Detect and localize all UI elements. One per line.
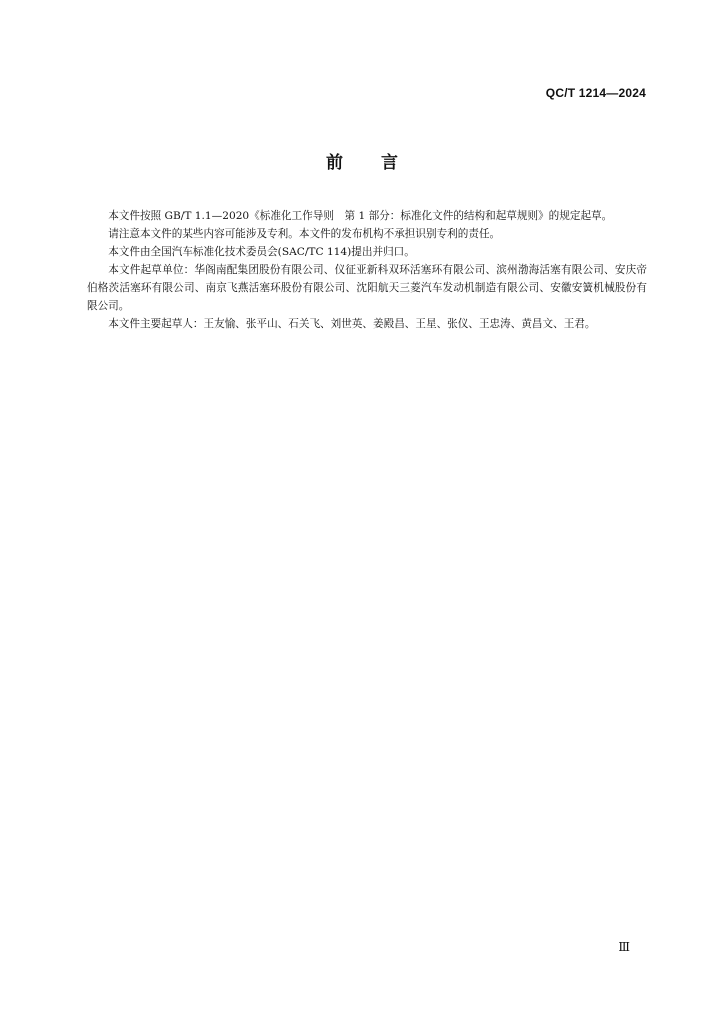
paragraph-main-drafters: 本文件主要起草人：王友愉、张平山、石关飞、刘世英、姜殿昌、王星、张仪、王忠涛、黄昌文、王君。 xyxy=(108,318,596,330)
paragraph-drafting-rules: 本文件按照 GB/T 1.1—2020《标准化工作导则 第 1 部分：标准化文件的结构和起草规则》的规定起草。 xyxy=(108,210,613,222)
document-code: QC/T 1214—2024 xyxy=(545,86,646,100)
paragraph-drafting-units: 本文件起草单位：华阁南配集团股份有限公司、仪征亚新科双环活塞环有限公司、滨州渤海活塞有限公司、安庆帝伯格茨活塞环有限公司、南京飞燕活塞环股份有限公司、沈阳航天三菱汽车发动机制造有限公司、安徽安簧机械股份有限公司。 xyxy=(87,264,647,312)
paragraph-proposer: 本文件由全国汽车标准化技术委员会(SAC/TC 114)提出并归口。 xyxy=(108,246,415,258)
page-number: Ⅲ xyxy=(618,940,630,954)
foreword-body xyxy=(87,207,647,333)
page-title: 前言 xyxy=(326,153,436,173)
paragraph-patent-notice: 请注意本文件的某些内容可能涉及专利。本文件的发布机构不承担识别专利的责任。 xyxy=(108,228,501,240)
